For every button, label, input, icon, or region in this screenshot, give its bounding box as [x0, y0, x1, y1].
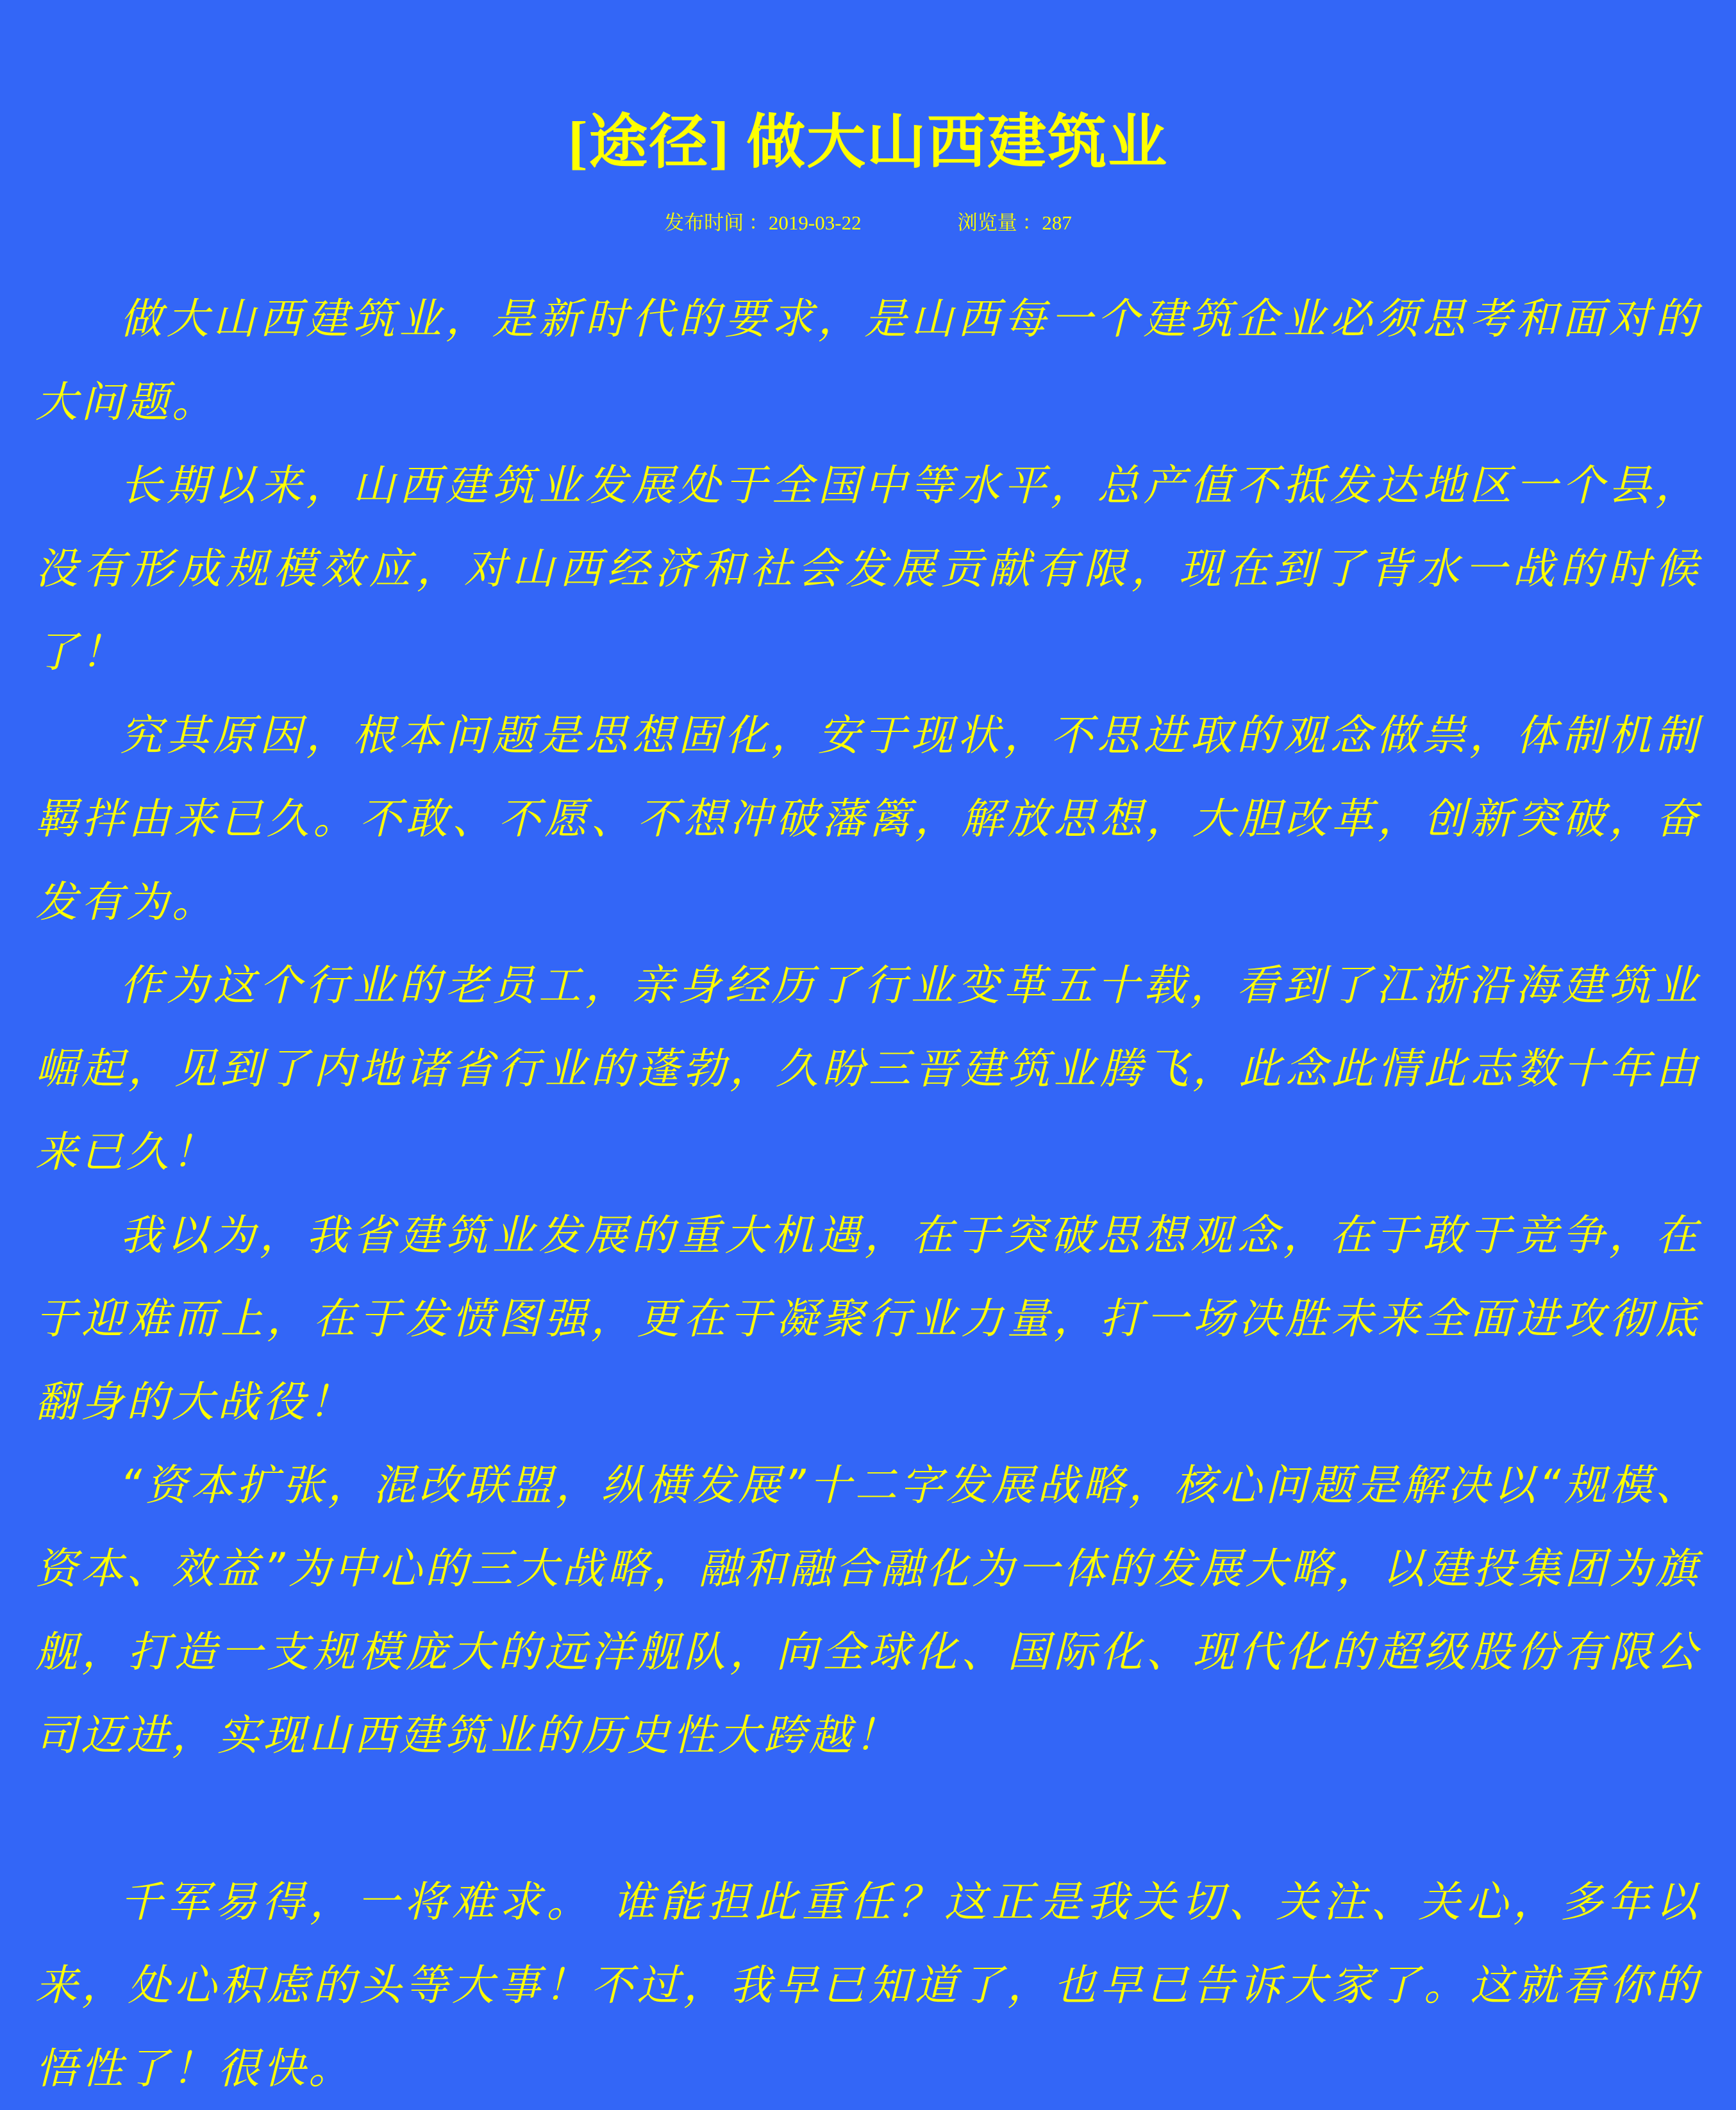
article-meta	[0, 206, 1736, 235]
publish-time	[664, 206, 861, 235]
article-paragraph-6: “资本扩张，混改联盟，纵横发展”十二字发展战略，核心问题是解决以“规模、资本、效益”为中心的三大战略，融和融合融化为一体的发展大略，以建投集团为旗舰，打造一支规模庞大的远洋舰队，向全球化、国际化、现代化的超级股份有限公司迈进，实现山西建筑业的历史性大跨越！	[35, 1461, 1701, 1760]
view-count-value: 287	[1042, 212, 1072, 234]
article-paragraph-5: 我以为，我省建筑业发展的重大机遇，在于突破思想观念，在于敢于竞争，在于迎难而上，在于发愤图强，更在于凝聚行业力量，打一场决胜未来全面进攻彻底翻身的大战役！	[35, 1211, 1701, 1427]
article-body	[0, 278, 1736, 2110]
view-count	[958, 206, 1072, 235]
article-paragraph-2: 长期以来，山西建筑业发展处于全国中等水平，总产值不抵发达地区一个县，没有形成规模效应，对山西经济和社会发展贡献有限，现在到了背水一战的时候了！	[35, 461, 1701, 677]
article-paragraph-7: 千军易得，一将难求。 谁能担此重任？这正是我关切、关注、关心，多年以来，处心积虑的头等大事！不过，我早已知道了，也早已告诉大家了。这就看你的悟性了！很快。	[35, 1877, 1701, 2093]
article-paragraph-4: 作为这个行业的老员工，亲身经历了行业变革五十载，看到了江浙沿海建筑业崛起，见到了内地诸省行业的蓬勃，久盼三晋建筑业腾飞，此念此情此志数十年由来已久！	[35, 961, 1701, 1177]
view-count-label: 浏览量 ：	[957, 212, 1042, 234]
publish-time-label: 发布时间 ：	[664, 212, 769, 234]
publish-time-value: 2019-03-22	[768, 212, 862, 234]
article-paragraph-3: 究其原因，根本问题是思想固化，安于现状，不思进取的观念做祟，体制机制羁拌由来已久。不敢、不愿、不想冲破藩篱，解放思想，大胆改革，创新突破，奋发有为。	[35, 711, 1701, 927]
page-title: [途径] 做大山西建筑业	[567, 110, 1169, 175]
article-paragraph-1: 做大山西建筑业，是新时代的要求，是山西每一个建筑企业必须思考和面对的大问题。	[35, 294, 1701, 427]
